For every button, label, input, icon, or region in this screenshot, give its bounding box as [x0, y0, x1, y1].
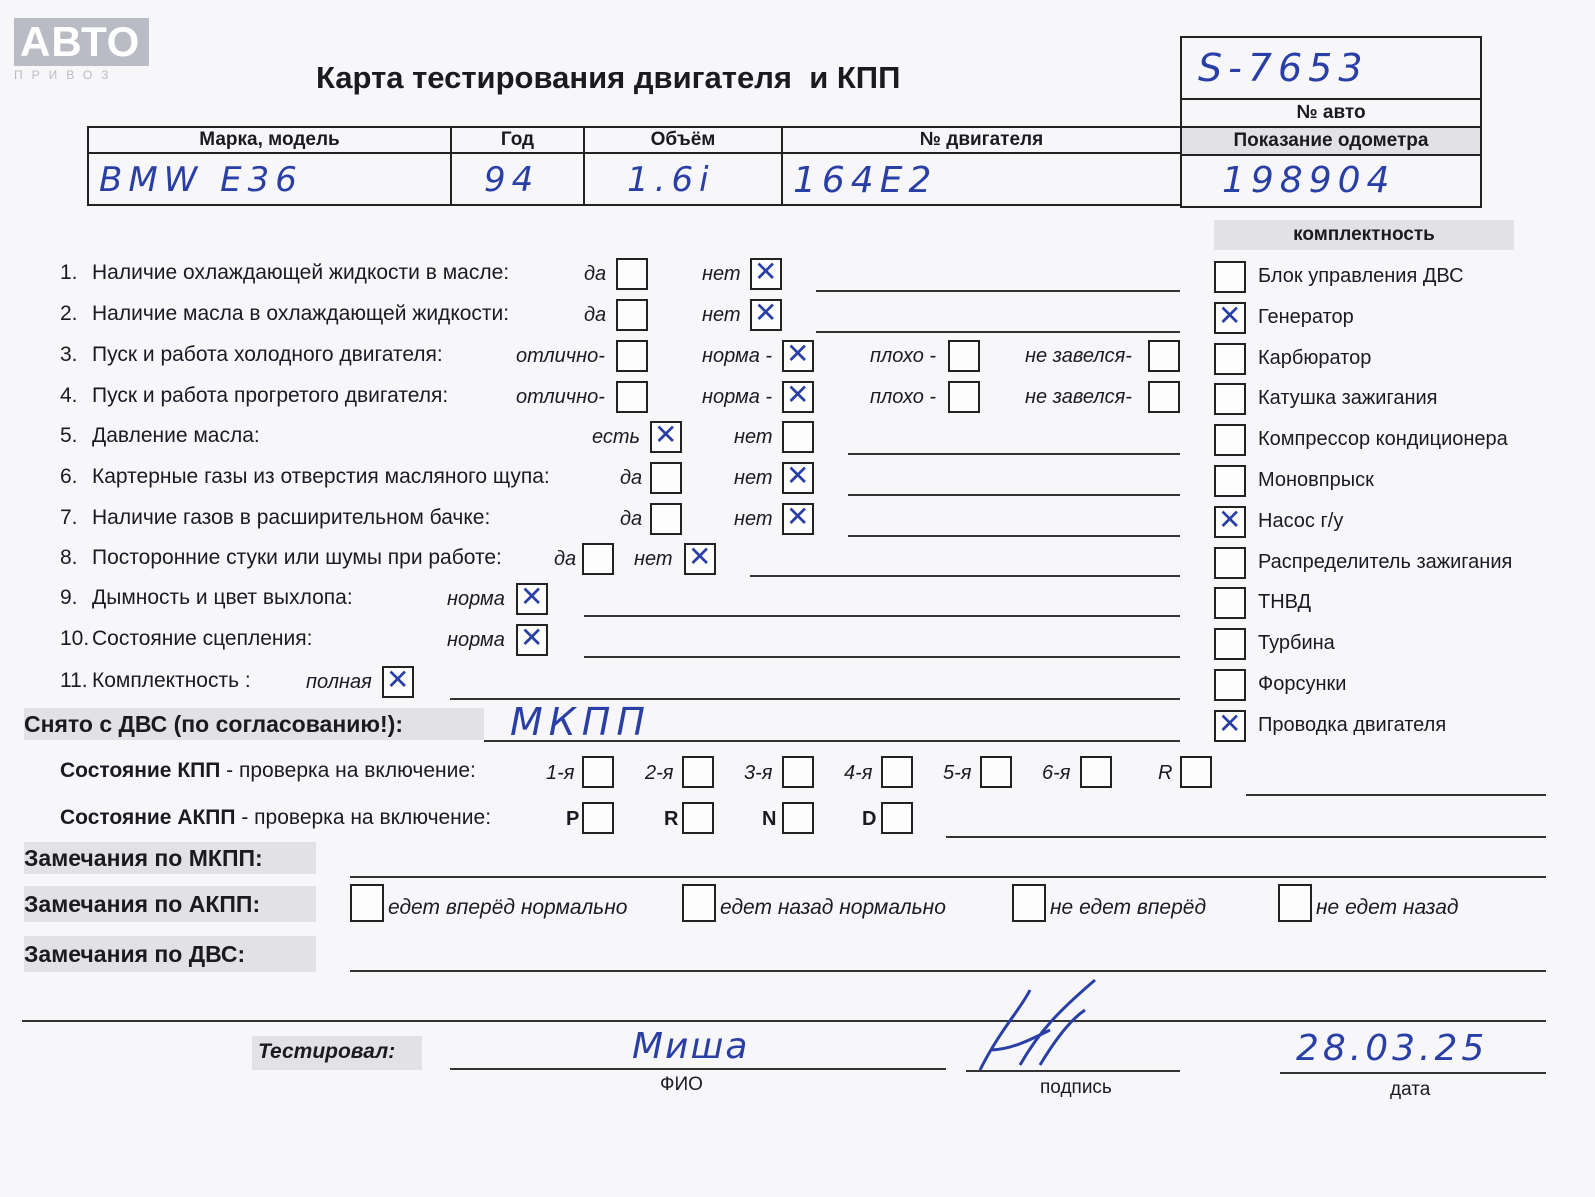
- check-row-line: [848, 494, 1180, 496]
- check-row-number: 2.: [60, 302, 78, 325]
- header-col-odometer: [1180, 126, 1482, 156]
- sign-caption: подпись: [1040, 1077, 1112, 1098]
- check-option-label: норма: [447, 588, 505, 610]
- check-option-checkbox[interactable]: [650, 503, 682, 535]
- check-option-checkbox[interactable]: [516, 621, 548, 656]
- check-row-number: 4.: [60, 384, 78, 407]
- akpp-remark-label: не едет вперёд: [1050, 896, 1207, 919]
- kpp-label-rest: - проверка на включение:: [220, 759, 476, 782]
- komplekt-item-label: Карбюратор: [1258, 346, 1372, 369]
- header-label-volume: Объём: [650, 129, 716, 150]
- remarks-extra-line: [22, 1020, 1546, 1022]
- fio-caption: ФИО: [660, 1074, 703, 1095]
- fio-line: [450, 1068, 946, 1070]
- check-option-label: нет: [702, 263, 741, 285]
- akpp-remark-label: не едет назад: [1316, 896, 1459, 919]
- komplekt-title: комплектность: [1214, 220, 1514, 250]
- kpp-label-bold: Состояние КПП: [60, 759, 221, 782]
- akpp-mode-label: D: [862, 808, 877, 830]
- kpp-gear-checkbox[interactable]: [782, 756, 814, 788]
- check-mark-icon: ✕: [1218, 502, 1242, 536]
- check-row-number: 8.: [60, 546, 78, 569]
- akpp-mode-label: R: [664, 808, 679, 830]
- date-caption: дата: [1390, 1079, 1431, 1100]
- check-option-checkbox[interactable]: [782, 378, 814, 413]
- komplekt-checkbox[interactable]: [1214, 424, 1246, 456]
- komplekt-checkbox[interactable]: [1214, 502, 1246, 538]
- check-option-checkbox[interactable]: [616, 258, 648, 290]
- komplekt-item-label: Форсунки: [1258, 673, 1347, 695]
- akpp-mode-checkbox[interactable]: [582, 802, 614, 834]
- akpp-remark-label: едет вперёд нормально: [388, 896, 628, 919]
- check-option-label: да: [584, 304, 607, 326]
- akpp-label-rest: - проверка на включение:: [235, 806, 492, 829]
- remarks-dvs-line: [350, 970, 1546, 972]
- komplekt-item-label: Блок управления ДВС: [1258, 265, 1464, 287]
- check-mark-icon: ✕: [786, 459, 810, 492]
- check-option-checkbox[interactable]: [782, 459, 814, 494]
- check-option-checkbox[interactable]: [782, 421, 814, 453]
- check-row-text: Комплектность :: [92, 669, 251, 692]
- check-row-text: Пуск и работа холодного двигателя:: [92, 343, 443, 366]
- akpp-mode-checkbox[interactable]: [782, 802, 814, 834]
- akpp-remark-checkbox[interactable]: [682, 884, 716, 922]
- header-col-volume: [583, 126, 783, 154]
- check-row-number: 10.: [60, 627, 90, 650]
- tested-label: Тестировал:: [258, 1040, 396, 1063]
- check-option-checkbox[interactable]: [948, 381, 980, 413]
- check-row-line: [584, 615, 1180, 617]
- akpp-line: [946, 836, 1546, 838]
- auto-id-box: [1180, 36, 1482, 100]
- removed-value: МКПП: [510, 700, 651, 744]
- check-row-line: [816, 331, 1180, 333]
- check-option-checkbox[interactable]: [782, 337, 814, 372]
- check-mark-icon: ✕: [520, 580, 544, 613]
- check-option-label: норма: [447, 629, 505, 651]
- check-row-text: Состояние сцепления:: [92, 627, 313, 650]
- komplekt-item-label: Насос г/у: [1258, 509, 1344, 532]
- check-option-label: отлично-: [516, 345, 605, 367]
- check-option-label: нет: [702, 304, 741, 326]
- remarks-dvs-label: Замечания по ДВС:: [24, 936, 316, 972]
- check-option-checkbox[interactable]: [616, 340, 648, 372]
- remarks-mkpp-label: Замечания по МКПП:: [24, 842, 316, 874]
- check-row-line: [750, 575, 1180, 577]
- akpp-label: [60, 806, 491, 830]
- check-option-label: да: [584, 263, 607, 285]
- akpp-mode-checkbox[interactable]: [881, 802, 913, 834]
- komplekt-checkbox[interactable]: [1214, 343, 1246, 375]
- check-mark-icon: ✕: [688, 540, 712, 573]
- kpp-gear-label: 5-я: [943, 762, 972, 784]
- akpp-remark-checkbox[interactable]: [1278, 884, 1312, 922]
- check-option-checkbox[interactable]: [582, 543, 614, 575]
- check-option-label: есть: [592, 426, 641, 448]
- value-cell-engine: [781, 152, 1182, 206]
- komplekt-checkbox[interactable]: [1214, 547, 1246, 579]
- header-label-odometer: Показание одометра: [1233, 130, 1429, 151]
- komplekt-checkbox[interactable]: [1214, 261, 1246, 293]
- check-option-label: полная: [306, 671, 372, 693]
- check-row-number: 6.: [60, 465, 78, 488]
- check-row-text: Наличие газов в расширительном бачке:: [92, 506, 491, 529]
- check-option-label: не завелся-: [1025, 386, 1132, 408]
- check-option-label: нет: [734, 426, 773, 448]
- komplekt-item-label: Моновпрыск: [1258, 469, 1374, 491]
- check-option-label: не завелся-: [1025, 345, 1132, 367]
- remarks-mkpp-line: [350, 876, 1546, 878]
- check-option-checkbox[interactable]: [750, 255, 782, 290]
- auto-id-label: № авто: [1296, 102, 1366, 123]
- value-cell-volume: [583, 152, 783, 206]
- check-row-line: [450, 698, 1180, 700]
- check-mark-icon: ✕: [654, 418, 678, 451]
- header-col-engine: [781, 126, 1182, 154]
- akpp-mode-label: N: [762, 808, 777, 830]
- header-label-engine: № двигателя: [919, 129, 1044, 150]
- komplekt-item-label: Компрессор кондиционера: [1258, 428, 1508, 451]
- sign-line: [966, 1070, 1180, 1072]
- check-row-line: [816, 290, 1180, 292]
- komplekt-checkbox[interactable]: [1214, 706, 1246, 742]
- check-option-label: да: [554, 548, 577, 570]
- check-row-text: Картерные газы из отверстия масляного щупа:: [92, 465, 550, 488]
- check-option-checkbox[interactable]: [650, 418, 682, 453]
- check-option-checkbox[interactable]: [948, 340, 980, 372]
- komplekt-checkbox[interactable]: [1214, 587, 1246, 619]
- check-option-checkbox[interactable]: [750, 296, 782, 331]
- removed-label: Снято с ДВС (по согласованию!):: [24, 708, 484, 740]
- date-line: [1280, 1072, 1546, 1074]
- kpp-gear-label: R: [1158, 762, 1173, 784]
- komplekt-item-label: Проводка двигателя: [1258, 713, 1447, 736]
- komplekt-item-label: Распределитель зажигания: [1258, 550, 1513, 573]
- kpp-gear-label: 1-я: [546, 762, 575, 784]
- check-mark-icon: ✕: [754, 296, 778, 329]
- kpp-gear-label: 6-я: [1042, 762, 1071, 784]
- check-option-label: нет: [734, 508, 773, 530]
- check-option-checkbox[interactable]: [616, 299, 648, 331]
- akpp-mode-checkbox[interactable]: [682, 802, 714, 834]
- check-option-label: норма -: [702, 345, 773, 367]
- check-option-label: нет: [734, 467, 773, 489]
- check-option-label: норма -: [702, 386, 773, 408]
- akpp-mode-label: P: [566, 808, 580, 830]
- komplekt-item-label: Катушка зажигания: [1258, 387, 1438, 410]
- check-mark-icon: ✕: [1218, 298, 1242, 332]
- check-option-label: нет: [634, 548, 673, 570]
- check-mark-icon: ✕: [386, 663, 410, 696]
- kpp-gear-checkbox[interactable]: [682, 756, 714, 788]
- check-option-checkbox[interactable]: [1148, 381, 1180, 413]
- value-model: BMW E36: [99, 160, 303, 200]
- page-title: Карта тестирования двигателя и КПП: [316, 60, 901, 95]
- komplekt-checkbox[interactable]: [1214, 383, 1246, 415]
- check-option-checkbox[interactable]: [1148, 340, 1180, 372]
- komplekt-checkbox[interactable]: [1214, 465, 1246, 497]
- check-row-line: [584, 656, 1180, 658]
- akpp-remark-checkbox[interactable]: [1012, 884, 1046, 922]
- komplekt-checkbox[interactable]: [1214, 669, 1246, 701]
- check-option-label: отлично-: [516, 386, 605, 408]
- header-label-year: Год: [500, 129, 535, 150]
- check-row-line: [848, 535, 1180, 537]
- check-option-checkbox[interactable]: [382, 663, 414, 698]
- check-mark-icon: ✕: [520, 621, 544, 654]
- check-row-text: Дымность и цвет выхлопа:: [92, 586, 353, 609]
- fio-value: Миша: [632, 1026, 750, 1067]
- header-col-year: [450, 126, 585, 154]
- check-mark-icon: ✕: [786, 337, 810, 370]
- check-mark-icon: ✕: [754, 255, 778, 288]
- kpp-gear-checkbox[interactable]: [1080, 756, 1112, 788]
- auto-id-value: S-7653: [1198, 46, 1369, 90]
- check-mark-icon: ✕: [1218, 706, 1242, 740]
- komplekt-checkbox[interactable]: [1214, 628, 1246, 660]
- check-row-line: [848, 453, 1180, 455]
- check-row-text: Посторонние стуки или шумы при работе:: [92, 546, 502, 569]
- auto-id-label-cell: [1180, 98, 1482, 128]
- value-cell-model: [87, 152, 452, 206]
- check-row-number: 5.: [60, 424, 78, 447]
- kpp-line: [1246, 794, 1546, 796]
- check-option-label: плохо -: [870, 386, 937, 408]
- value-year: 94: [484, 160, 540, 200]
- value-cell-year: [450, 152, 585, 206]
- check-option-checkbox[interactable]: [616, 381, 648, 413]
- check-row-number: 7.: [60, 506, 78, 529]
- kpp-gear-checkbox[interactable]: [1180, 756, 1212, 788]
- header-col-model: [87, 126, 452, 154]
- logo-sub: ПРИВОЗ: [14, 68, 118, 82]
- check-mark-icon: ✕: [786, 378, 810, 411]
- check-option-label: да: [620, 467, 643, 489]
- komplekt-item-label: ТНВД: [1258, 591, 1312, 614]
- check-row-text: Давление масла:: [92, 424, 260, 447]
- value-volume: 1.6i: [627, 160, 715, 200]
- check-mark-icon: ✕: [786, 500, 810, 533]
- komplekt-item-label: Турбина: [1258, 632, 1335, 655]
- logo-main: АВТО: [14, 18, 149, 66]
- kpp-gear-label: 4-я: [844, 762, 873, 784]
- check-row-number: 9.: [60, 586, 78, 609]
- kpp-gear-label: 2-я: [645, 762, 674, 784]
- check-row-number: 1.: [60, 261, 78, 284]
- komplekt-checkbox[interactable]: [1214, 298, 1246, 334]
- value-cell-odometer: [1180, 154, 1482, 208]
- check-option-checkbox[interactable]: [650, 462, 682, 494]
- akpp-remark-label: едет назад нормально: [720, 896, 946, 919]
- check-row-text: Пуск и работа прогретого двигателя:: [92, 384, 449, 407]
- check-option-checkbox[interactable]: [684, 540, 716, 575]
- kpp-label: [60, 759, 476, 783]
- kpp-gear-label: 3-я: [744, 762, 773, 784]
- check-row-text: Наличие масла в охлаждающей жидкости:: [92, 302, 510, 325]
- check-option-checkbox[interactable]: [516, 580, 548, 615]
- check-option-label: да: [620, 508, 643, 530]
- remarks-akpp-label: Замечания по АКПП:: [24, 886, 316, 922]
- akpp-remark-checkbox[interactable]: [350, 884, 384, 922]
- signature: [960, 970, 1110, 1080]
- check-option-checkbox[interactable]: [782, 500, 814, 535]
- date-value: 28.03.25: [1296, 1028, 1489, 1069]
- logo: [14, 18, 149, 80]
- value-engine: 164E2: [793, 160, 938, 201]
- check-row-text: Наличие охлаждающей жидкости в масле:: [92, 261, 510, 284]
- removed-line: [484, 740, 1180, 742]
- komplekt-item-label: Генератор: [1258, 305, 1354, 328]
- akpp-label-bold: Состояние АКПП: [60, 806, 236, 829]
- value-odometer: 198904: [1222, 160, 1396, 201]
- kpp-gear-checkbox[interactable]: [582, 756, 614, 788]
- check-row-number: 3.: [60, 343, 78, 366]
- check-option-label: плохо -: [870, 345, 937, 367]
- kpp-gear-checkbox[interactable]: [881, 756, 913, 788]
- kpp-gear-checkbox[interactable]: [980, 756, 1012, 788]
- check-row-number: 11.: [60, 669, 88, 692]
- header-label-model: Марка, модель: [199, 129, 340, 150]
